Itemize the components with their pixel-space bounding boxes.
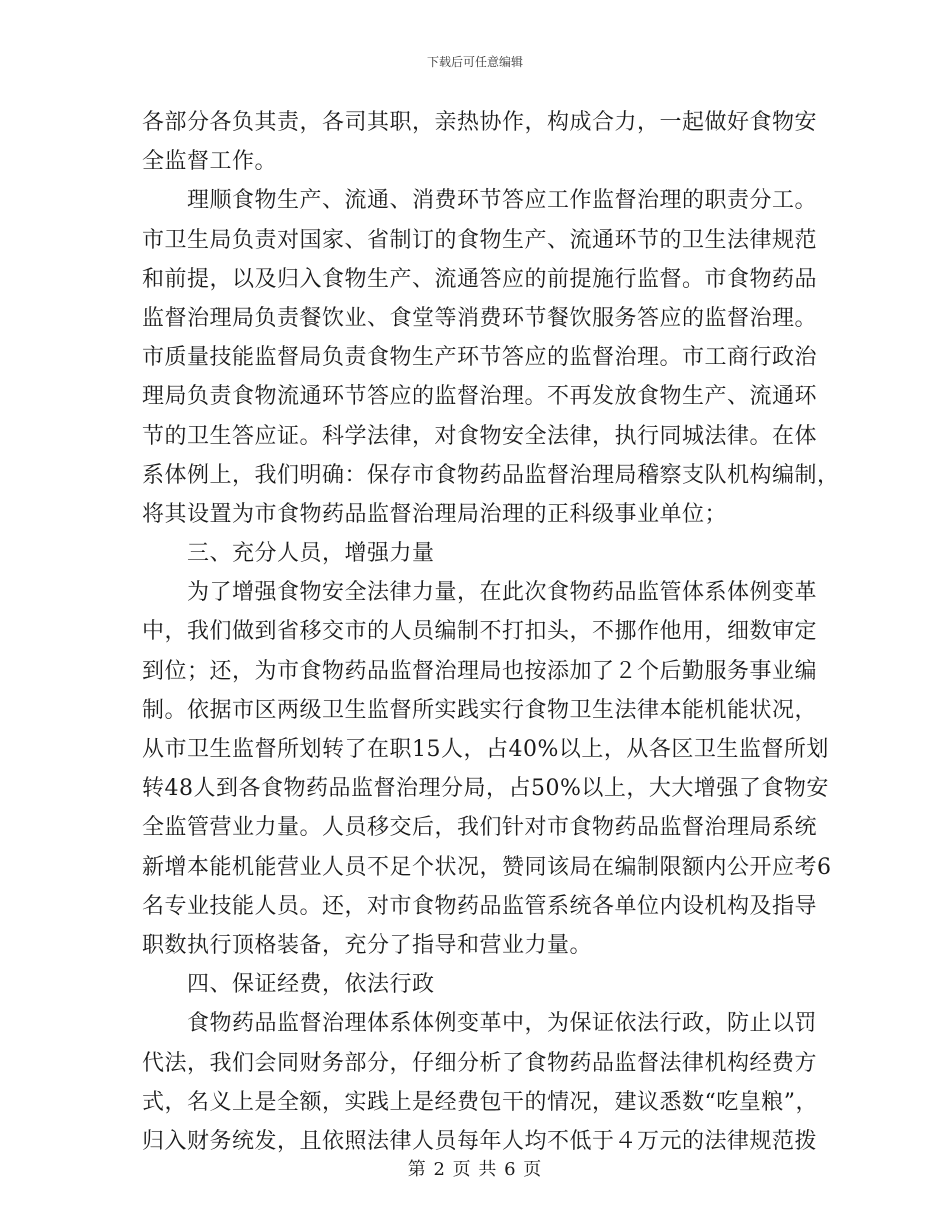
text-line: 名专业技能人员。还，对市食物药品监管系统各单位内设机构及指导: [142, 893, 818, 919]
text-line: 归入财务统发，且依照法律人员每年人均不低于４万元的法律规范拨: [142, 1128, 818, 1154]
text-line: 式，名义上是全额，实践上是经费包干的情况，建议悉数“吃皇粮”，: [142, 1089, 818, 1115]
section-heading: 四、保证经费，依法行政: [187, 972, 435, 998]
text-line: 系体例上，我们明确：保存市食物药品监督治理局稽察支队机构编制，: [142, 462, 840, 488]
text-line: 全监督工作。: [142, 149, 278, 175]
text-line: 和前提，以及归入食物生产、流通答应的前提施行监督。市食物药品: [142, 266, 818, 292]
text-line: 将其设置为市食物药品监督治理局治理的正科级事业单位；: [142, 501, 728, 527]
text-line: 为了增强食物安全法律力量，在此次食物药品监管体系体例变革: [187, 580, 818, 606]
section-heading: 三、充分人员，增强力量: [187, 541, 435, 567]
page-number-footer: 第 2 页 共 6 页: [407, 1159, 543, 1180]
text-line: 新增本能机能营业人员不足个状况，赞同该局在编制限额内公开应考6: [142, 854, 832, 880]
text-line: 全监管营业力量。人员移交后，我们针对市食物药品监督治理局系统: [142, 815, 818, 841]
text-line: 理顺食物生产、流通、消费环节答应工作监督治理的职责分工。: [187, 188, 818, 214]
text-line: 转48人到各食物药品监督治理分局，占50%以上，大大增强了食物安: [142, 776, 829, 802]
text-line: 监督治理局负责餐饮业、食堂等消费环节餐饮服务答应的监督治理。: [142, 305, 818, 331]
text-line: 职数执行顶格装备，充分了指导和营业力量。: [142, 932, 593, 958]
text-line: 从市卫生监督所划转了在职15人，占40%以上，从各区卫生监督所划: [142, 737, 829, 762]
text-line: 市卫生局负责对国家、省制订的食物生产、流通环节的卫生法律规范: [142, 227, 818, 253]
text-line: 代法，我们会同财务部分，仔细分析了食物药品监督法律机构经费方: [142, 1050, 818, 1076]
text-line: 食物药品监督治理体系体例变革中，为保证依法行政，防止以罚: [187, 1011, 818, 1037]
page-header: 下载后可任意编辑: [426, 55, 523, 69]
text-line: 理局负责食物流通环节答应的监督治理。不再发放食物生产、流通环: [142, 384, 818, 410]
text-line: 市质量技能监督局负责食物生产环节答应的监督治理。市工商行政治: [142, 345, 818, 371]
document-body: [142, 103, 840, 1161]
text-line: 节的卫生答应证。科学法律，对食物安全法律，执行同城法律。在体: [142, 423, 818, 449]
text-line: 中，我们做到省移交市的人员编制不打扣头，不挪作他用，细数审定: [142, 619, 818, 645]
text-line: 各部分各负其责，各司其职，亲热协作，构成合力，一起做好食物安: [142, 110, 818, 135]
text-line: 制。依据市区两级卫生监督所实践实行食物卫生法律本能机能状况，: [142, 697, 818, 723]
text-line: 到位；还，为市食物药品监督治理局也按添加了２个后勤服务事业编: [142, 658, 818, 684]
